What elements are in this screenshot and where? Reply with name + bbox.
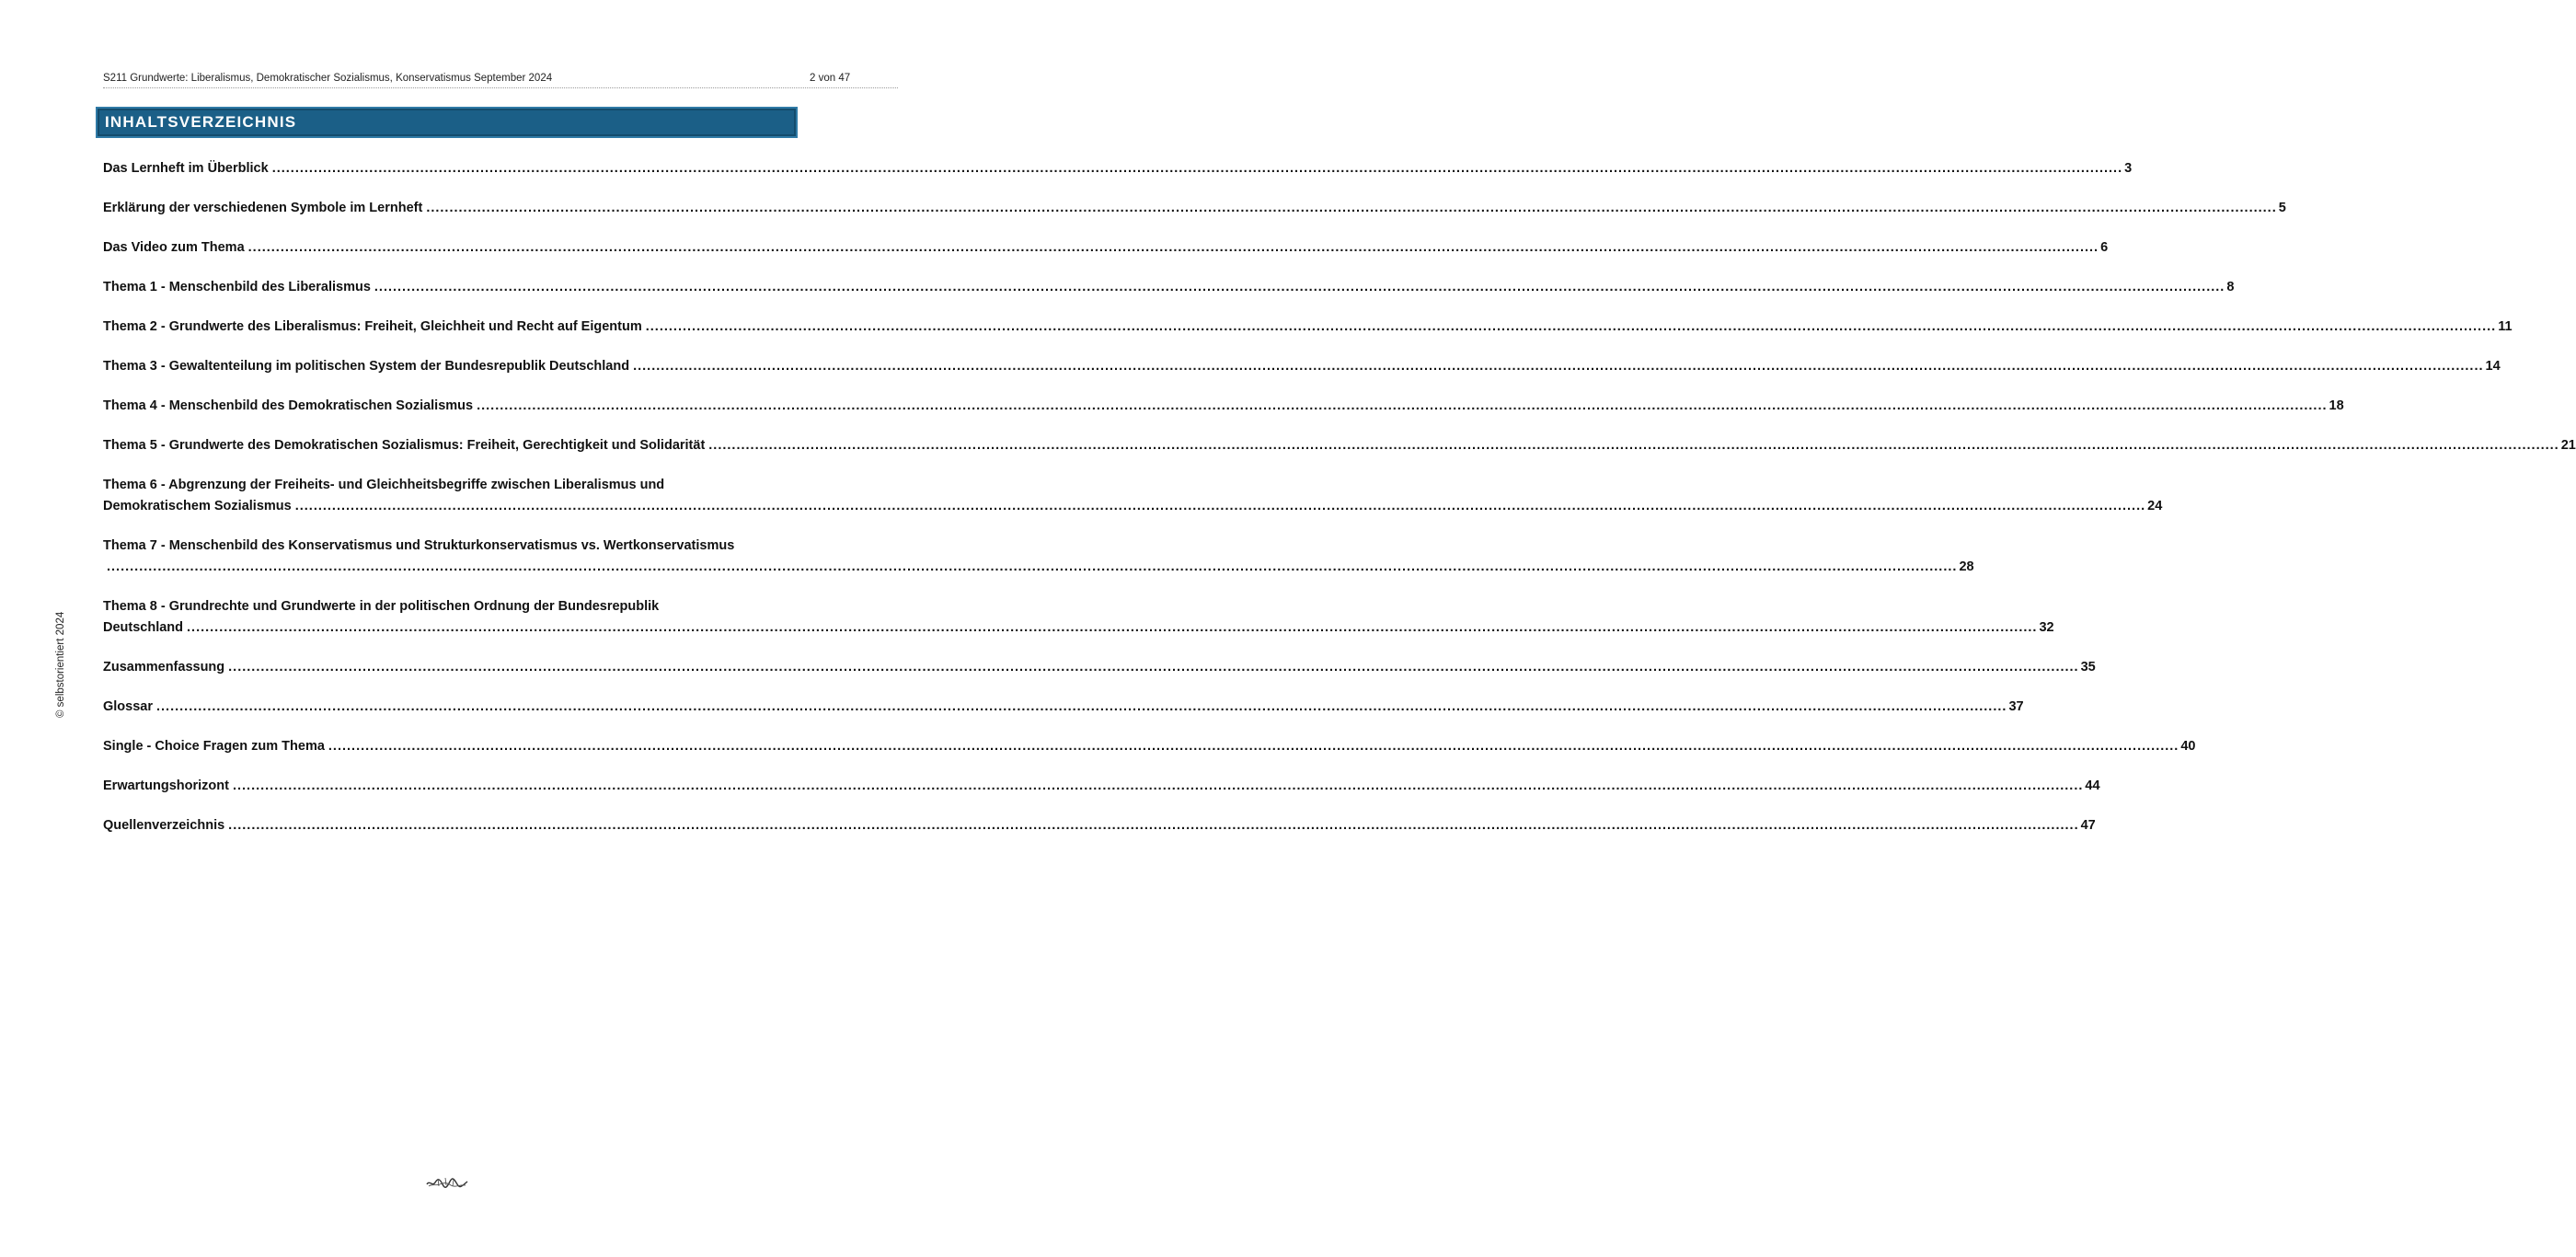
toc-entry-title: Erklärung der verschiedenen Symbole im Lernheft	[103, 201, 423, 215]
toc-entry-title: Demokratischem Sozialismus	[103, 499, 292, 513]
toc-entry[interactable]	[103, 697, 2024, 718]
toc-entry-title: Thema 2 - Grundwerte des Liberalismus: Freiheit, Gleichheit und Recht auf Eigentum	[103, 319, 642, 334]
toc-dot-leader: ................................................................................................................................................................................................................................................................................................................................................................................................................	[187, 620, 2038, 635]
selbstorientiert-logo-icon	[425, 1176, 469, 1189]
toc-entry-title: Das Lernheft im Überblick	[103, 161, 269, 176]
toc-entry[interactable]	[103, 277, 2235, 298]
toc-entry[interactable]	[103, 198, 2286, 219]
toc-dot-leader: ................................................................................................................................................................................................................................................................................................................................................................................................................	[645, 319, 2497, 334]
toc-entry-title: Thema 5 - Grundwerte des Demokratischen Sozialismus: Freiheit, Gerechtigkeit und Solidarität	[103, 438, 706, 453]
toc-entry[interactable]	[103, 396, 2344, 417]
toc-dot-leader: ................................................................................................................................................................................................................................................................................................................................................................................................................	[294, 499, 2146, 513]
toc-dot-leader: ................................................................................................................................................................................................................................................................................................................................................................................................................	[708, 438, 2559, 453]
toc-page-number: 6	[2100, 240, 2109, 255]
toc-entry-title: Erwartungshorizont	[103, 778, 229, 793]
toc-entry-title-line1: Thema 7 - Menschenbild des Konservatismus und Strukturkonservatismus vs. Wertkonservatismus	[103, 538, 735, 553]
toc-dot-leader: ................................................................................................................................................................................................................................................................................................................................................................................................................	[271, 161, 2123, 176]
toc-entry-title-line1: Thema 6 - Abgrenzung der Freiheits- und Gleichheitsbegriffe zwischen Liberalismus und	[103, 478, 665, 492]
toc-page-number: 32	[2039, 620, 2054, 635]
toc-page-number: 44	[2085, 778, 2100, 793]
toc-heading: INHALTSVERZEICHNIS	[96, 107, 798, 138]
toc-page-number: 8	[2226, 280, 2235, 294]
toc-entry-title-line1: Thema 8 - Grundrechte und Grundwerte in der politischen Ordnung der Bundesrepublik	[103, 599, 660, 614]
toc-dot-leader: ................................................................................................................................................................................................................................................................................................................................................................................................................	[247, 240, 2099, 255]
toc-dot-leader: ................................................................................................................................................................................................................................................................................................................................................................................................................	[477, 398, 2328, 413]
toc-dot-leader: ................................................................................................................................................................................................................................................................................................................................................................................................................	[228, 818, 2079, 833]
toc-page-number: 37	[2008, 699, 2024, 714]
toc-dot-leader: ................................................................................................................................................................................................................................................................................................................................................................................................................	[328, 739, 2179, 754]
toc-page-number: 40	[2180, 739, 2196, 754]
toc-entry[interactable]	[103, 158, 2133, 179]
document-title: S211 Grundwerte: Liberalismus, Demokratischer Sozialismus, Konservatismus September 2024	[103, 73, 553, 84]
toc-dot-leader: ................................................................................................................................................................................................................................................................................................................................................................................................................	[633, 359, 2484, 374]
side-copyright: © selbstorientiert 2024	[55, 611, 66, 718]
toc-entry[interactable]	[103, 317, 2513, 338]
toc-dot-leader: ................................................................................................................................................................................................................................................................................................................................................................................................................	[156, 699, 2007, 714]
toc-entry-title: Deutschland	[103, 620, 184, 635]
toc-page-number: 47	[2080, 818, 2096, 833]
toc-entry[interactable]	[103, 815, 2096, 836]
toc-page-number: 11	[2498, 319, 2513, 334]
toc-entry-title: Single - Choice Fragen zum Thema	[103, 739, 325, 754]
page-header	[103, 73, 898, 88]
toc-entry-title: Thema 1 - Menschenbild des Liberalismus	[103, 280, 371, 294]
toc-dot-leader: ................................................................................................................................................................................................................................................................................................................................................................................................................	[232, 778, 2084, 793]
toc-dot-leader: ................................................................................................................................................................................................................................................................................................................................................................................................................	[374, 280, 2225, 294]
toc-page-number: 21	[2560, 438, 2576, 453]
toc-entry[interactable]	[103, 536, 1974, 578]
toc-entry[interactable]	[103, 657, 2096, 678]
toc-dot-leader: ................................................................................................................................................................................................................................................................................................................................................................................................................	[107, 559, 1958, 574]
toc-entry-title: Quellenverzeichnis	[103, 818, 225, 833]
toc-entry[interactable]	[103, 475, 2163, 517]
toc-page-number: 14	[2485, 359, 2501, 374]
toc-page-number: 3	[2124, 161, 2133, 176]
toc-entry-title: Das Video zum Thema	[103, 240, 245, 255]
toc-entry-title: Glossar	[103, 699, 153, 714]
toc-page-number: 28	[1959, 559, 1974, 574]
toc-entry[interactable]	[103, 237, 2109, 259]
toc-dot-leader: ................................................................................................................................................................................................................................................................................................................................................................................................................	[426, 201, 2277, 215]
toc-entry[interactable]	[103, 736, 2196, 757]
toc-entry-title: Thema 3 - Gewaltenteilung im politischen System der Bundesrepublik Deutschland	[103, 359, 630, 374]
page-number: 2 von 47	[810, 73, 851, 84]
toc-entry-title: Thema 4 - Menschenbild des Demokratischen Sozialismus	[103, 398, 474, 413]
toc-entry[interactable]	[103, 356, 2501, 377]
toc-page-number: 18	[2329, 398, 2344, 413]
toc-entry[interactable]	[103, 776, 2100, 797]
toc-entry[interactable]	[103, 435, 2576, 456]
toc-entry-title: Zusammenfassung	[103, 660, 225, 675]
toc-dot-leader: ................................................................................................................................................................................................................................................................................................................................................................................................................	[228, 660, 2079, 675]
toc-page-number: 24	[2147, 499, 2163, 513]
toc-page-number: 35	[2080, 660, 2096, 675]
toc-entry[interactable]	[103, 596, 2054, 639]
toc-page-number: 5	[2278, 201, 2286, 215]
